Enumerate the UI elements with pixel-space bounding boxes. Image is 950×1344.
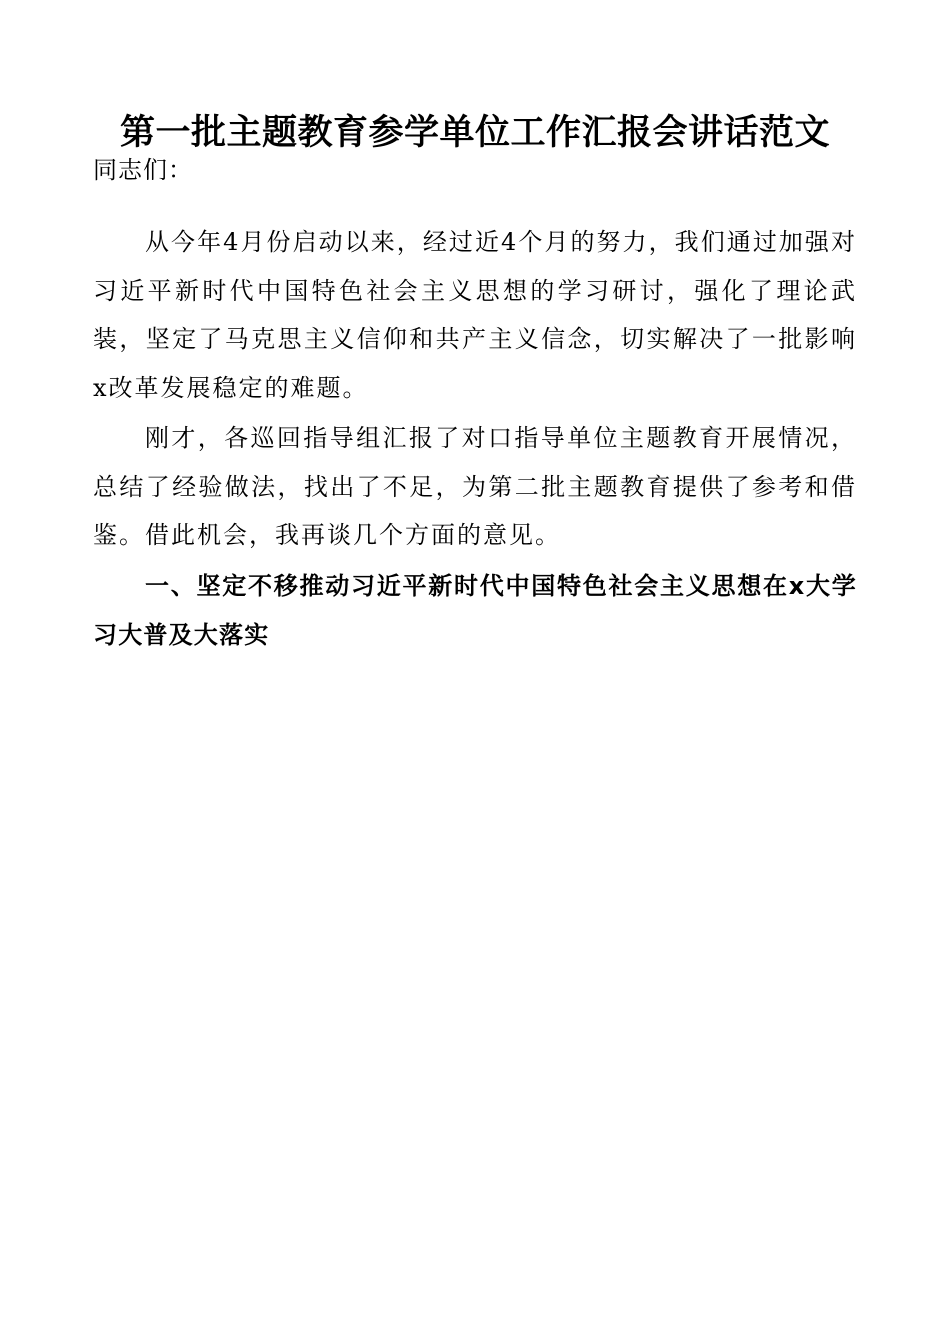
- document-title: 第一批主题教育参学单位工作汇报会讲话范文: [119, 113, 830, 153]
- greeting: 同志们：: [93, 156, 193, 184]
- paragraph-1: 从今年4月份启动以来，经过近4个月的努力，我们通过加强对习近平新时代中国特色社会主义思想的学习研讨，强化了理论武装，坚定了马克思主义信仰和共产主义信念，切实解决了一批影响x改革发展稳定的难题。: [93, 228, 857, 402]
- section-heading-1: 一、坚定不移推动习近平新时代中国特色社会主义思想在x大学习大普及大落实: [93, 572, 857, 649]
- paragraph-2: 刚才，各巡回指导组汇报了对口指导单位主题教育开展情况，总结了经验做法，找出了不足，为第二批主题教育提供了参考和借鉴。借此机会，我再谈几个方面的意见。: [93, 424, 857, 549]
